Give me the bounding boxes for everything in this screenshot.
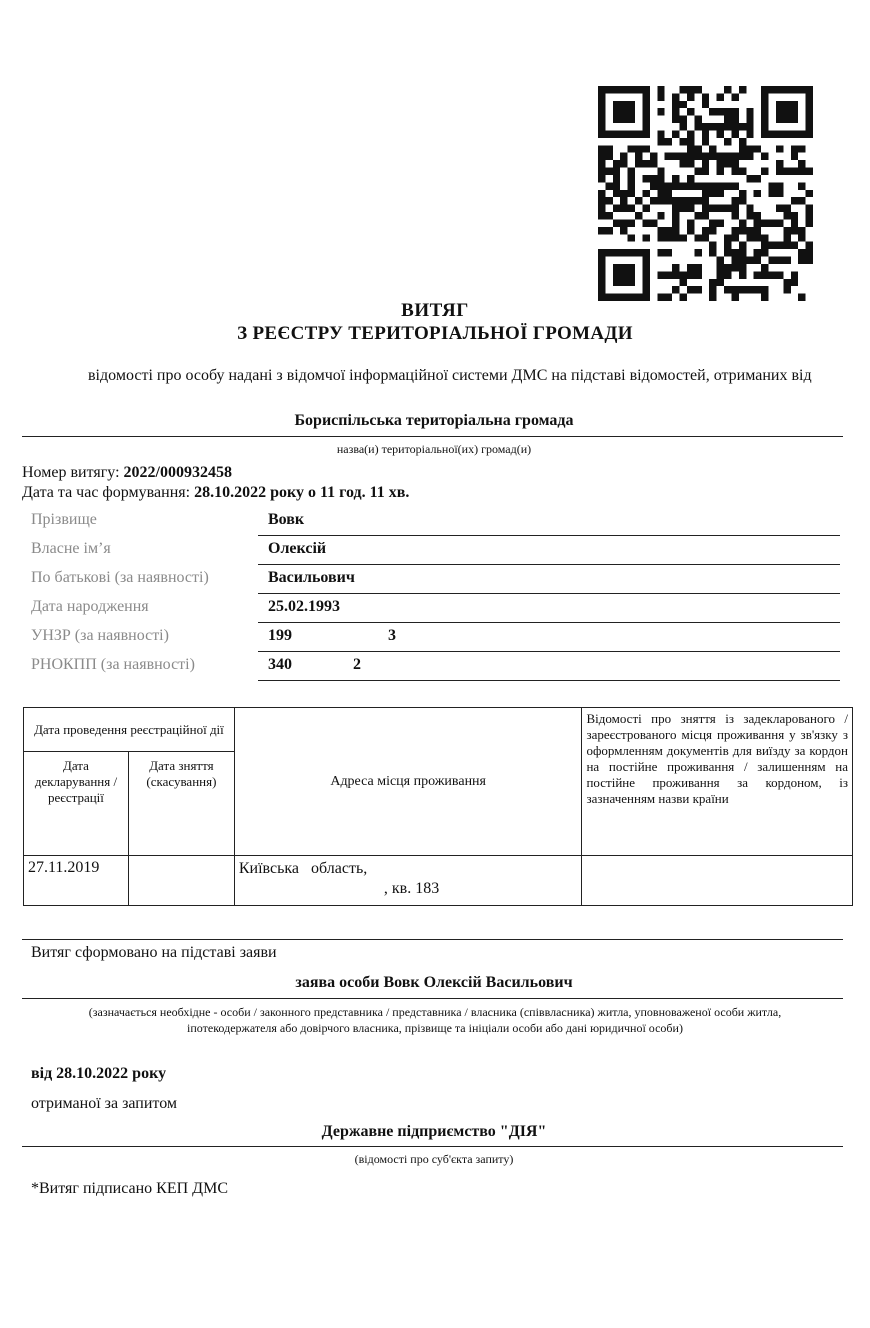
divider	[22, 436, 843, 437]
birth-date-value: 25.02.1993	[268, 598, 340, 615]
reg-date-header: Дата проведення реєстраційної дії	[24, 708, 235, 752]
divider	[258, 564, 840, 565]
extract-number	[22, 464, 232, 482]
rnokpp-label: РНОКПП (за наявності)	[31, 656, 195, 673]
extract-number-value: 2022/000932458	[123, 464, 232, 481]
surname-label: Прізвище	[31, 511, 97, 528]
divider	[22, 1146, 843, 1147]
community-name: Бориспільська територіальна громада	[294, 412, 574, 429]
birth-date-label: Дата народження	[31, 598, 149, 615]
signature-note: *Витяг підписано КЕП ДМС	[31, 1180, 228, 1197]
first-name-label: Власне ім’я	[31, 540, 111, 557]
divider	[258, 593, 840, 594]
declared-date-cell: 27.11.2019	[24, 856, 129, 906]
basis-label: Витяг сформовано на підставі заяви	[31, 944, 277, 961]
address-line-2: , кв. 183	[383, 880, 440, 897]
removed-date-header: Дата зняття (скасування)	[128, 752, 234, 856]
divider	[22, 939, 843, 940]
requester-caption: (відомості про суб'єкта запиту)	[354, 1152, 514, 1166]
divider	[258, 535, 840, 536]
declared-date-header: Дата декларування /реєстрації	[24, 752, 129, 856]
rnokpp-value-tail: 2	[353, 656, 361, 673]
divider	[258, 622, 840, 623]
document-title: ВИТЯГ	[401, 300, 469, 321]
address-line-1: Київська область,	[238, 860, 368, 877]
surname-value: Вовк	[268, 511, 305, 528]
extract-number-label: Номер витягу:	[22, 464, 124, 481]
request-label: отриманої за запитом	[31, 1095, 178, 1112]
registration-table	[23, 707, 853, 906]
patronymic-label: По батькові (за наявності)	[31, 569, 209, 586]
document-subtitle: З РЕЄСТРУ ТЕРИТОРІАЛЬНОЇ ГРОМАДИ	[237, 323, 633, 344]
address-header: Адреса місця проживання	[234, 708, 582, 856]
requester: Державне підприємство "ДІЯ"	[321, 1123, 547, 1140]
address-cell	[234, 856, 582, 906]
divider	[22, 998, 843, 999]
intro-text: відомості про особу надані з відомчої інформаційної системи ДМС на підставі відомостей, отриманих від	[88, 367, 812, 384]
extract-datetime-value: 28.10.2022 року о 11 год. 11 хв.	[194, 484, 410, 501]
table-row	[24, 856, 853, 906]
rnokpp-value: 340	[268, 656, 292, 673]
unzr-value-tail: 3	[388, 627, 396, 644]
applicant-caption: (зазначається необхідне - особи / законного представника / представника / власника (співвласника) житла, уповноваженої особи житла, іпотекодержателя або довірчого власника, прізвище та ініціали особи або дані юридичної особи)	[88, 1005, 782, 1035]
patronymic-value: Васильович	[268, 569, 355, 586]
community-caption: назва(и) територіальної(их) громад(и)	[336, 442, 532, 456]
divider	[258, 651, 840, 652]
qr-code	[598, 86, 813, 301]
unzr-value: 199	[268, 627, 292, 644]
unzr-label: УНЗР (за наявності)	[31, 627, 169, 644]
abroad-header: Відомості про зняття із задекларованого / зареєстрованого місця проживання у зв'язку з оформленням документів для виїзду за кордон на постійне проживання / залишенням на постійне проживання за кордоном, із зазначенням назви країни	[582, 708, 853, 856]
extract-datetime-label: Дата та час формування:	[22, 484, 195, 501]
extract-datetime	[22, 484, 409, 502]
applicant: заява особи Вовк Олексій Васильович	[295, 974, 573, 991]
removed-date-cell	[128, 856, 234, 906]
abroad-cell	[582, 856, 853, 906]
first-name-value: Олексій	[268, 540, 327, 557]
divider	[258, 680, 840, 681]
application-date: від 28.10.2022 року	[31, 1065, 167, 1082]
